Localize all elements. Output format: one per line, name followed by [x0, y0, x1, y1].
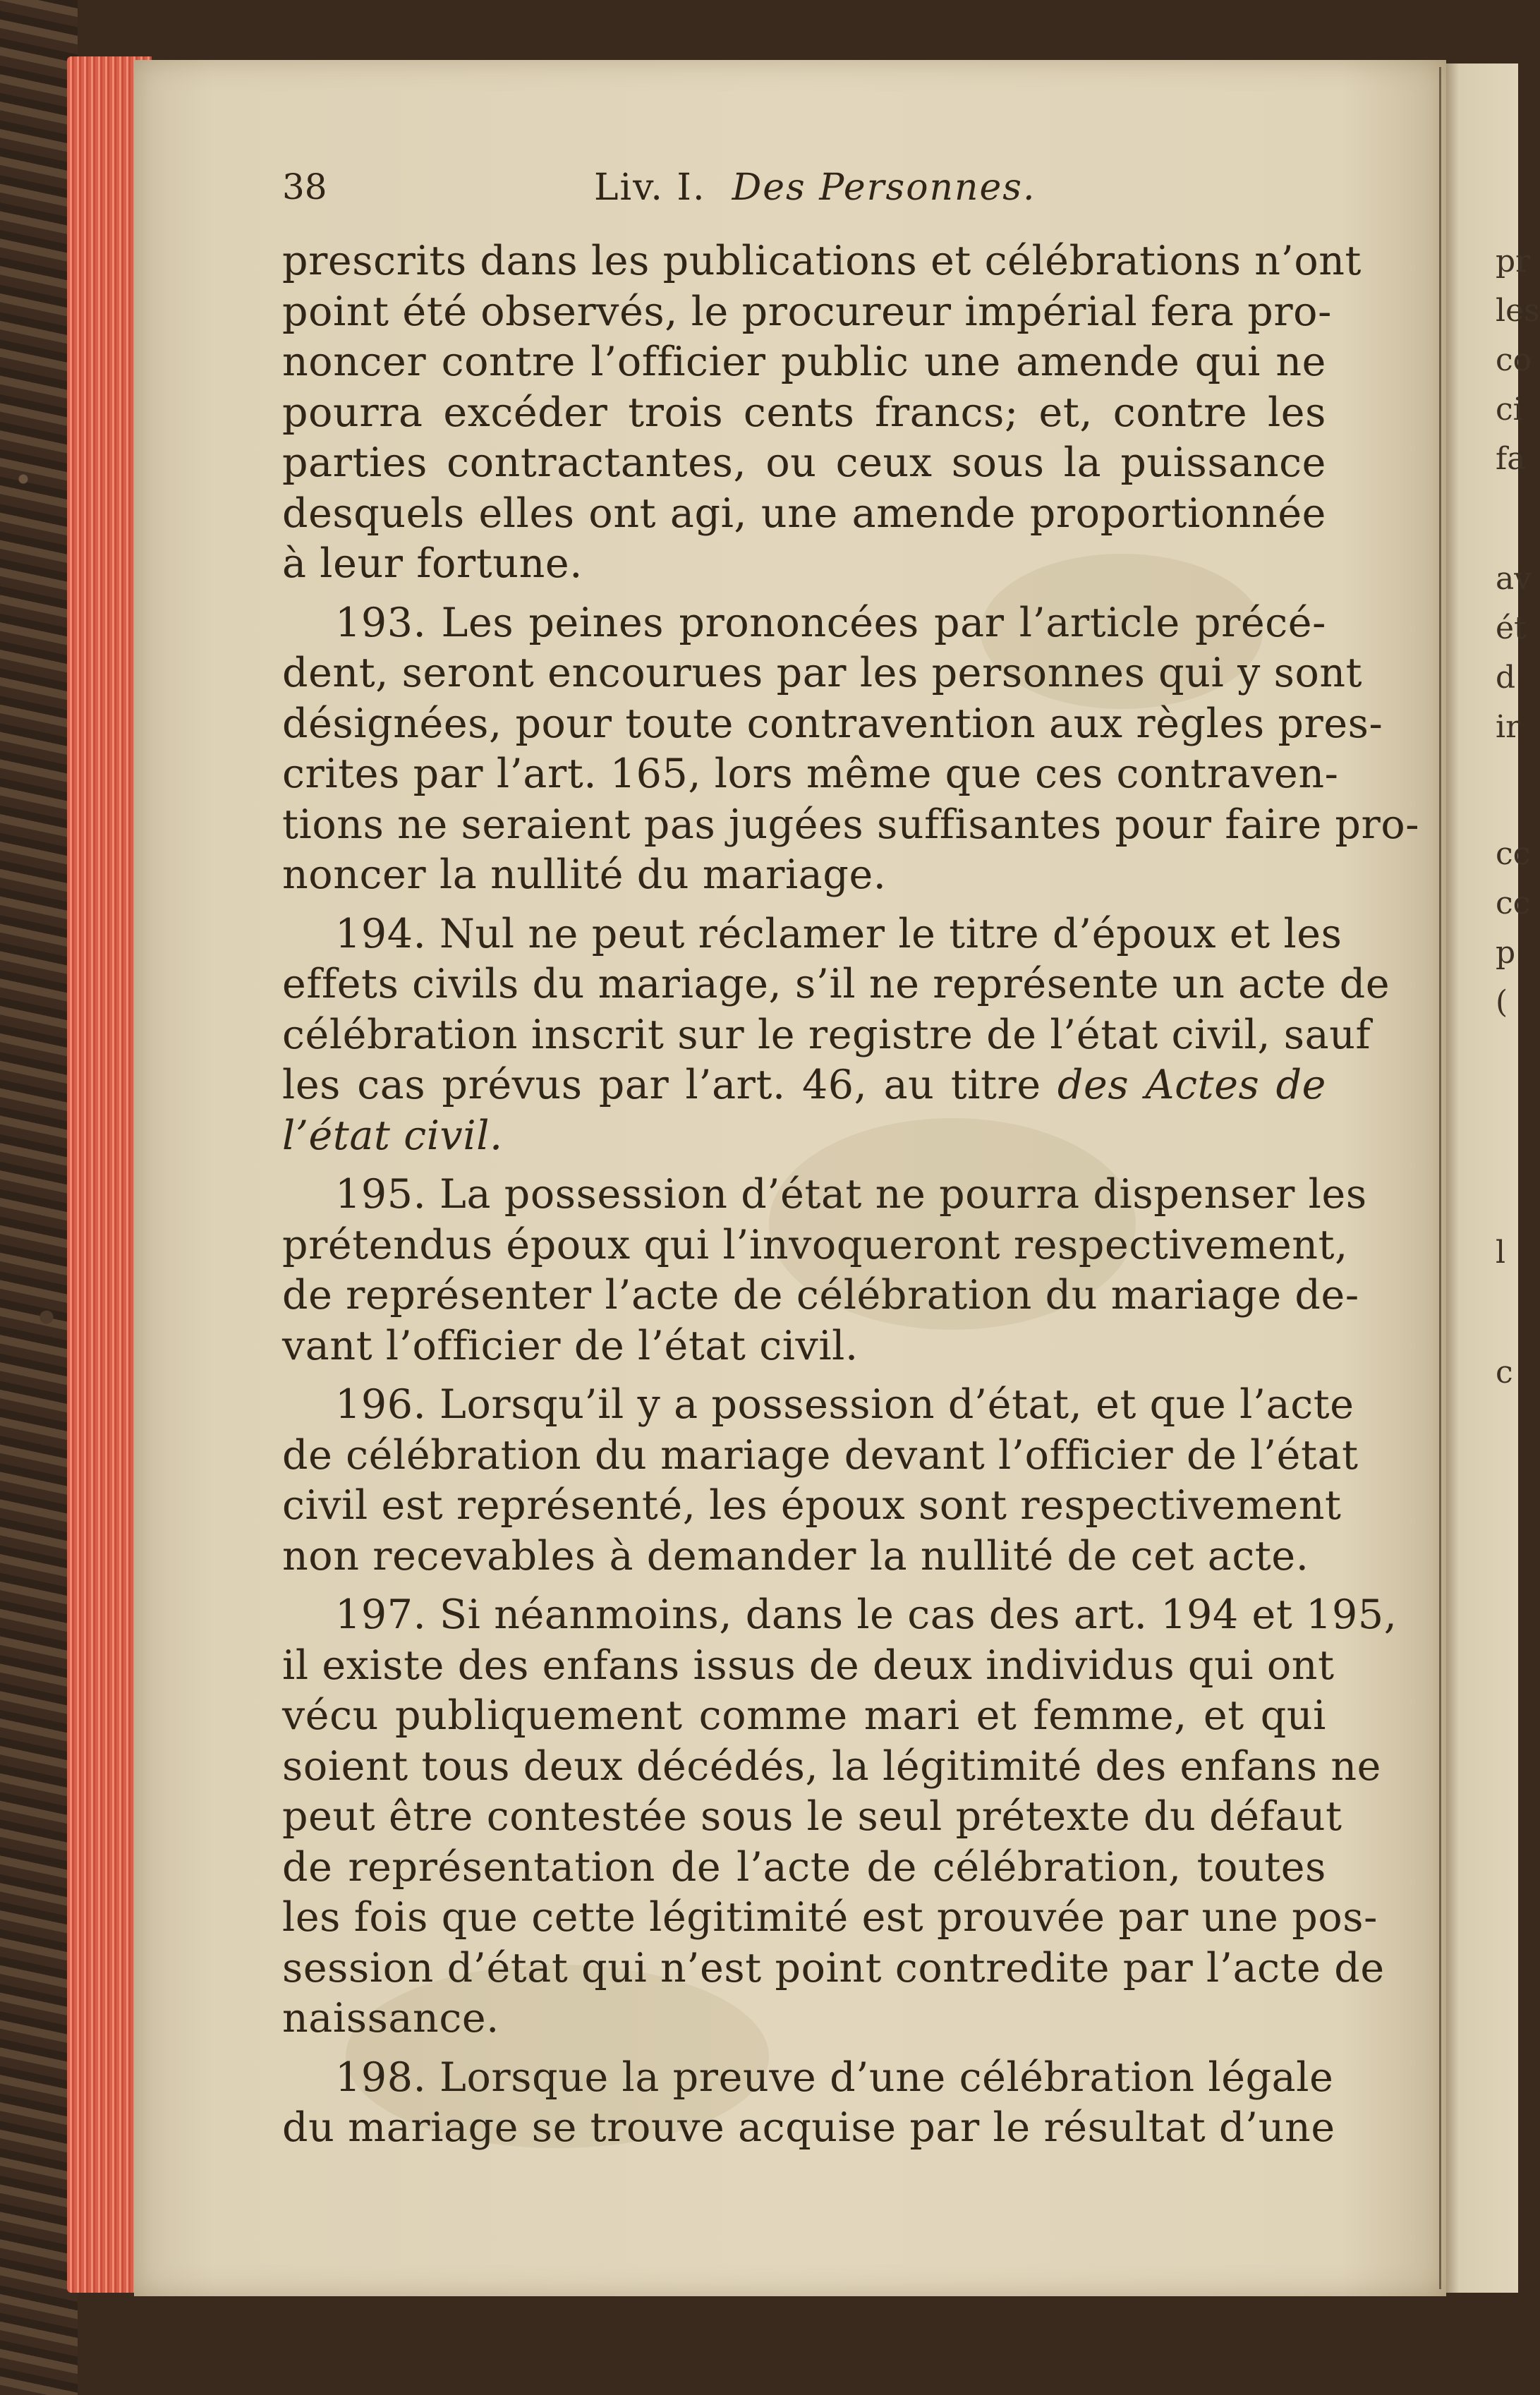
text-line: noncer contre l’officier public une amende qui ne	[282, 339, 1326, 385]
text-line: dent, seront encourues par les personnes qui y sont	[282, 650, 1363, 696]
facing-fragment: ét	[1496, 610, 1527, 646]
facing-fragment: cc	[1496, 836, 1531, 872]
text-line: non recevables à demander la nullité de cet acte.	[282, 1532, 1309, 1580]
facing-fragment: av	[1496, 561, 1532, 597]
facing-fragment: (	[1496, 984, 1508, 1020]
text-line: 197. Si néanmoins, dans le cas des art. 194 et 195,	[335, 1591, 1397, 1638]
text-line: peut être contestée sous le seul prétexte du défaut	[282, 1793, 1342, 1840]
article-193	[282, 598, 1420, 901]
facing-fragment: fa	[1496, 441, 1526, 477]
text-line: de représentation de l’acte de célébration, toutes	[282, 1843, 1326, 1891]
facing-fragment: p	[1496, 935, 1516, 971]
page-number: 38	[282, 166, 327, 207]
text-line: l’état civil.	[282, 1112, 503, 1159]
facing-fragment: co	[1496, 342, 1532, 378]
running-head	[594, 166, 1036, 209]
facing-fragment: cc	[1496, 885, 1531, 921]
gutter-rule	[1439, 67, 1441, 2289]
section-title: Des Personnes.	[732, 166, 1036, 209]
text-line: célébration inscrit sur le registre de l’état civil, sauf	[282, 1011, 1371, 1058]
article-198	[282, 2053, 1335, 2154]
text-line: 194. Nul ne peut réclamer le titre d’époux et les	[335, 910, 1342, 957]
text-line: soient tous deux décédés, la légitimité des enfans ne	[282, 1742, 1381, 1790]
facing-fragment: c	[1496, 1354, 1513, 1390]
text-line: il existe des enfans issus de deux individus qui ont	[282, 1642, 1335, 1689]
facing-fragment: ci	[1496, 392, 1523, 428]
book-binding	[0, 0, 78, 2395]
article-195	[282, 1170, 1367, 1371]
facing-fragment: l	[1496, 1235, 1506, 1271]
paragraph-continuation	[282, 236, 1362, 590]
text-line: vant l’officier de l’état civil.	[282, 1322, 859, 1369]
facing-fragment: les	[1496, 293, 1540, 329]
text-line: 195. La possession d’état ne pourra dispenser les	[335, 1171, 1367, 1218]
text-line: vécu publiquement comme mari et femme, et qui	[282, 1692, 1326, 1739]
text-line: prescrits dans les publications et célébrations n’ont	[282, 238, 1362, 284]
article-197	[282, 1590, 1397, 2044]
text-line: tions ne seraient pas jugées suffisantes pour faire pro-	[282, 801, 1420, 848]
text-line: effets civils du mariage, s’il ne représente un acte de	[282, 961, 1390, 1007]
body-text	[282, 236, 1420, 2154]
text-line: session d’état qui n’est point contredite par l’acte de	[282, 1944, 1385, 1991]
text-line: pourra excéder trois cents francs; et, contre les	[282, 389, 1326, 436]
text-line: naissance.	[282, 1995, 499, 2042]
text-line: à leur fortune.	[282, 540, 583, 587]
book-label: Liv. I.	[594, 166, 706, 209]
italic-title: des Actes de	[1057, 1062, 1326, 1108]
text-line: prétendus époux qui l’invoqueront respectivement,	[282, 1221, 1348, 1268]
text-line: noncer la nullité du mariage.	[282, 851, 887, 898]
running-header	[282, 166, 1326, 216]
text-line: point été observés, le procureur impérial fera pro-	[282, 288, 1332, 335]
text-line: les cas prévus par l’art. 46, au titre des Actes de	[282, 1062, 1326, 1108]
text-line: du mariage se trouve acquise par le résultat d’une	[282, 2104, 1335, 2151]
text-line: parties contractantes, ou ceux sous la puissance	[282, 439, 1326, 486]
facing-fragment: pr	[1496, 243, 1531, 279]
article-194	[282, 909, 1390, 1162]
text-line: 198. Lorsque la preuve d’une célébration légale	[335, 2054, 1334, 2101]
italic-title-cont: l’état	[282, 1112, 391, 1159]
text-line: de célébration du mariage devant l’officier de l’état	[282, 1431, 1359, 1479]
text-line: crites par l’art. 165, lors même que ces contraven-	[282, 751, 1339, 797]
text-line: civil est représenté, les époux sont respectivement	[282, 1482, 1342, 1529]
facing-fragment: ir	[1496, 709, 1521, 745]
text-line: de représenter l’acte de célébration du mariage de-	[282, 1272, 1359, 1318]
text-line: désignées, pour toute contravention aux règles pres-	[282, 700, 1383, 747]
article-196	[282, 1380, 1359, 1582]
text-line: 196. Lorsqu’il y a possession d’état, et que l’acte	[335, 1381, 1354, 1428]
text-line: 193. Les peines prononcées par l’article précé-	[335, 599, 1326, 646]
facing-page	[1446, 63, 1540, 2293]
text-line: les fois que cette légitimité est prouvée par une pos-	[282, 1894, 1378, 1941]
text-line: desquels elles ont agi, une amende proportionnée	[282, 490, 1326, 537]
facing-fragment: d	[1496, 660, 1516, 696]
